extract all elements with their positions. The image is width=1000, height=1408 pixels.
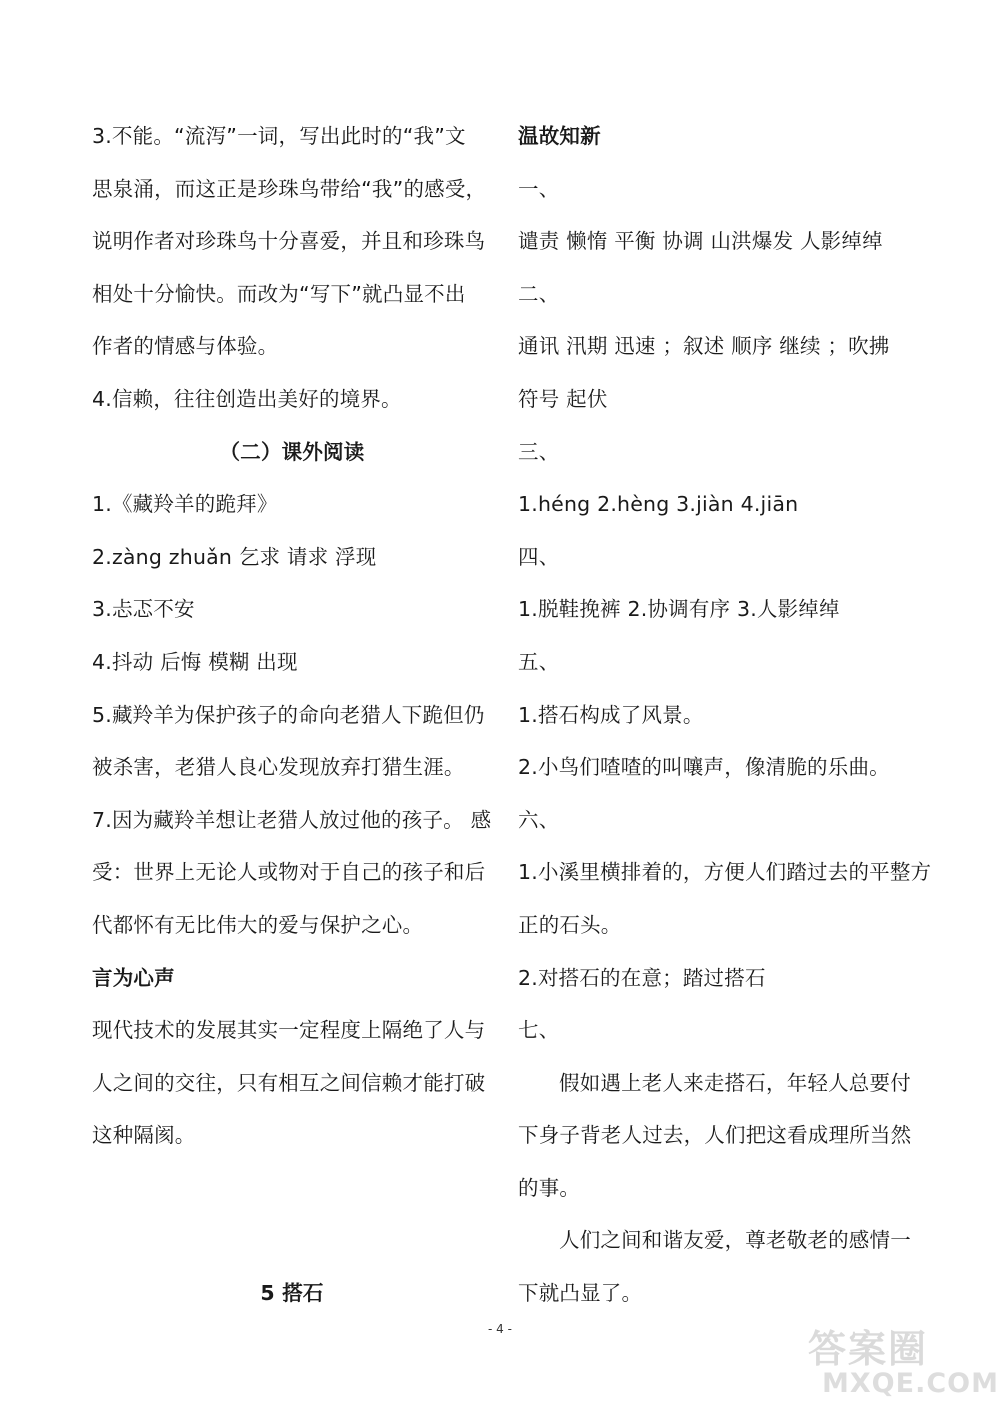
page-number: - 4 - bbox=[488, 1322, 512, 1336]
text-line: 2.zàng zhuǎn 乞求 请求 浮现 bbox=[92, 544, 377, 569]
text-line: 说明作者对珍珠鸟十分喜爱，并且和珍珠鸟 bbox=[92, 229, 486, 254]
text-line: 4.抖动 后悔 模糊 出现 bbox=[92, 649, 298, 674]
text-line: 受：世界上无论人或物对于自己的孩子和后 bbox=[92, 860, 486, 885]
right-column bbox=[518, 110, 932, 1320]
text-line: 谴责 懒惰 平衡 协调 山洪爆发 人影绰绰 bbox=[518, 229, 883, 254]
section-title: （二）课外阅读 bbox=[219, 439, 365, 464]
text-line: 1.《藏羚羊的跪拜》 bbox=[92, 492, 278, 517]
text-line: 六、 bbox=[518, 807, 560, 832]
text-line: 符号 起伏 bbox=[518, 386, 608, 411]
text-line: 三、 bbox=[518, 439, 560, 464]
text-line: 人们之间和谐友爱，尊老敬老的感情一 bbox=[559, 1228, 911, 1253]
text-line: 思泉涌，而这正是珍珠鸟带给“我”的感受， bbox=[92, 176, 487, 201]
lesson-title: 5 搭石 bbox=[260, 1281, 324, 1306]
text-line: 被杀害，老猎人良心发现放弃打猎生涯。 bbox=[92, 755, 465, 780]
left-column bbox=[92, 110, 492, 1320]
text-line: 7.因为藏羚羊想让老猎人放过他的孩子。 感 bbox=[92, 807, 492, 832]
text-line: 5.藏羚羊为保护孩子的命向老猎人下跪但仍 bbox=[92, 702, 485, 727]
text-line: 现代技术的发展其实一定程度上隔绝了人与 bbox=[92, 1018, 486, 1043]
text-line: 相处十分愉快。而改为“写下”就凸显不出 bbox=[92, 281, 466, 306]
text-line: 4.信赖，往往创造出美好的境界。 bbox=[92, 386, 402, 411]
text-line: 这种隔阂。 bbox=[92, 1123, 196, 1148]
text-line: 2.对搭石的在意；踏过搭石 bbox=[518, 965, 766, 990]
text-line: 的事。 bbox=[518, 1175, 581, 1200]
text-line: 1.脱鞋挽裤 2.协调有序 3.人影绰绰 bbox=[518, 597, 840, 622]
section-heading: 温故知新 bbox=[518, 124, 601, 148]
text-line: 七、 bbox=[518, 1018, 560, 1043]
text-line: 下身子背老人过去，人们把这看成理所当然 bbox=[518, 1123, 912, 1148]
text-line: 3.不能。“流泻”一词，写出此时的“我”文 bbox=[92, 124, 466, 148]
text-line: 通讯 汛期 迅速 ；叙述 顺序 继续 ；吹拂 bbox=[518, 334, 890, 359]
text-line: 人之间的交往，只有相互之间信赖才能打破 bbox=[92, 1070, 486, 1095]
text-line: 一、 bbox=[518, 176, 560, 201]
spacer bbox=[92, 1162, 492, 1267]
text-line: 1.小溪里横排着的，方便人们踏过去的平整方 bbox=[518, 860, 932, 885]
text-line: 下就凸显了。 bbox=[518, 1281, 643, 1306]
text-line: 五、 bbox=[518, 649, 560, 674]
text-line: 1.héng 2.hèng 3.jiàn 4.jiān bbox=[518, 492, 799, 517]
watermark-text: 答案圈 bbox=[808, 1327, 929, 1371]
text-line: 2.小鸟们喳喳的叫嚷声，像清脆的乐曲。 bbox=[518, 755, 890, 780]
watermark-logo bbox=[808, 1318, 999, 1404]
section-heading: 言为心声 bbox=[92, 965, 175, 990]
text-line: 1.搭石构成了风景。 bbox=[518, 702, 704, 727]
watermark-url: MXQE.COM bbox=[822, 1368, 999, 1399]
text-line: 四、 bbox=[518, 544, 560, 569]
text-line: 二、 bbox=[518, 281, 560, 306]
text-line: 作者的情感与体验。 bbox=[92, 334, 279, 359]
text-line: 3.忐忑不安 bbox=[92, 597, 195, 622]
text-line: 正的石头。 bbox=[518, 912, 622, 937]
text-line: 假如遇上老人来走搭石，年轻人总要付 bbox=[559, 1070, 911, 1095]
text-line: 代都怀有无比伟大的爱与保护之心。 bbox=[92, 912, 424, 937]
